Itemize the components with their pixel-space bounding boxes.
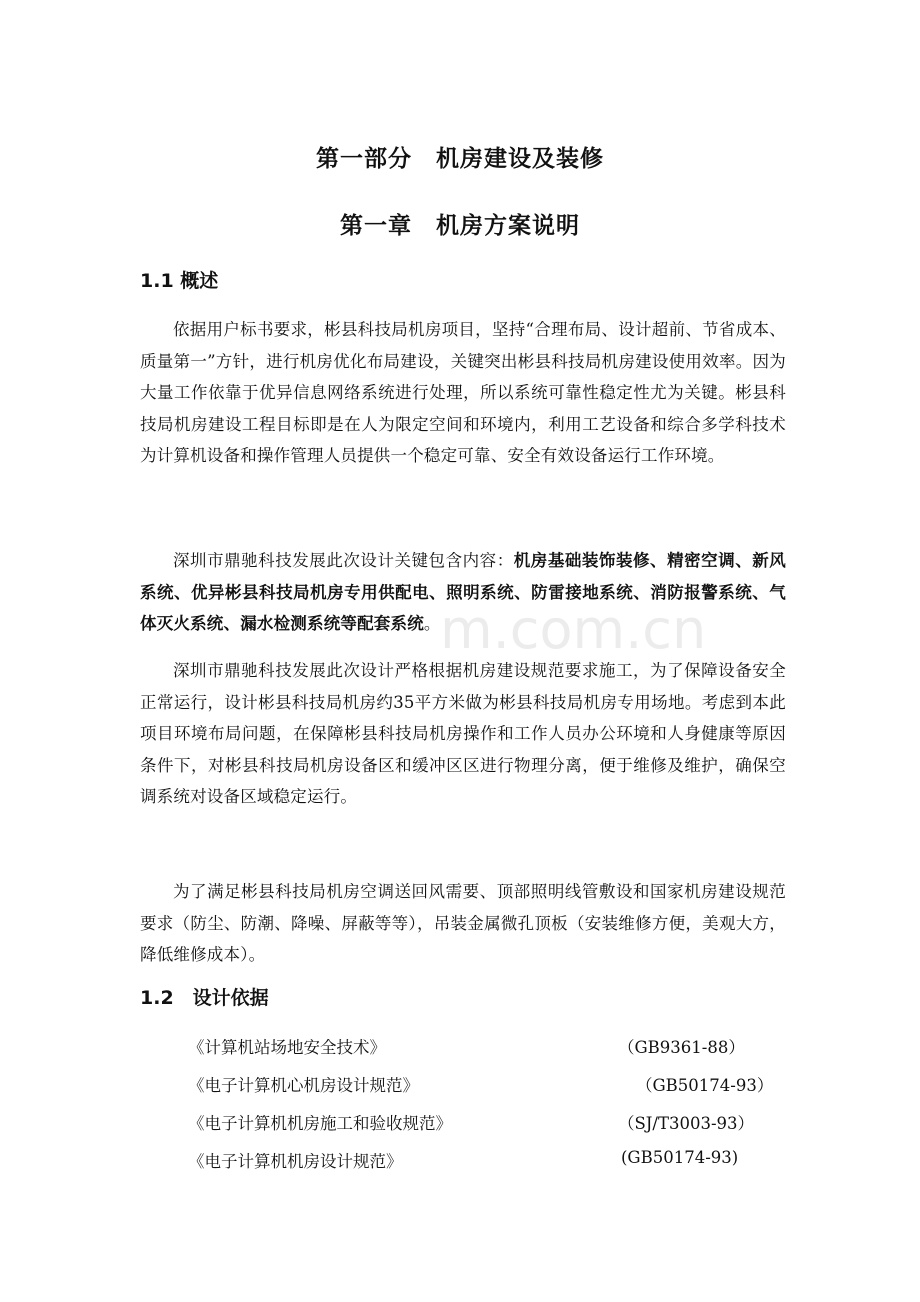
paragraph-end-punct: 。 [423,614,441,633]
paragraph-overview-2 [140,545,786,640]
reference-code: （GB9361-88） [618,1038,745,1057]
reference-name: 《计算机站场地安全技术》 [188,1038,386,1057]
reference-row [188,1072,788,1100]
reference-code: （GB50174-93） [636,1076,774,1095]
section-heading-overview: 1.1 概述 [140,270,219,292]
paragraph-overview-3: 深圳市鼎驰科技发展此次设计严格根据机房建设规范要求施工，为了保障设备安全正常运行，设计彬县科技局机房约35平方米做为彬县科技局机房专用场地。考虑到本此项目环境布局问题，在保障彬县科技局机房操作和工作人员办公环境和人身健康等原因条件下，对彬县科技局机房设备区和缓冲区区进行物理分离，便于维修及维护，确保空调系统对设备区域稳定运行。 [140,661,786,806]
paragraph-overview-4: 为了满足彬县科技局机房空调送回风需要、顶部照明线管敷设和国家机房建设规范要求（防尘、防潮、降噪、屏蔽等等），吊装金属微孔顶板（安装维修方便，美观大方，降低维修成本）。 [140,882,786,964]
part-title: 第一部分 机房建设及装修 [316,146,604,172]
section-heading-design-basis: 1.2 设计依据 [140,987,269,1009]
chapter-title: 第一章 机房方案说明 [340,213,580,239]
paragraph-bold-systems: 机房基础装饰装修、精密空调、新风系统、优异彬县科技局机房专用供配电、照明系统、防雷接地系统、消防报警系统、气体灭火系统、漏水检测系统等配套系统 [140,551,787,633]
reference-name: 《电子计算机机房施工和验收规范》 [188,1114,452,1133]
reference-code: （SJ/T3003-93） [618,1114,755,1133]
reference-row [188,1148,788,1176]
reference-row [188,1110,788,1138]
reference-name: 《电子计算机心机房设计规范》 [188,1076,419,1095]
reference-code: (GB50174-93) [621,1148,739,1167]
reference-row [188,1034,788,1062]
watermark: m.com.cn [440,598,707,661]
paragraph-lead-text: 深圳市鼎驰科技发展此次设计关键包含内容： [173,551,514,570]
paragraph-overview-1: 依据用户标书要求，彬县科技局机房项目，坚持“合理布局、设计超前、节省成本、质量第一”方针，进行机房优化布局建设，关键突出彬县科技局机房建设使用效率。因为大量工作依靠于优异信息网络系统进行处理，所以系统可靠性稳定性尤为关键。彬县科技局机房建设工程目标即是在人为限定空间和环境内，利用工艺设备和综合多学科技术为计算机设备和操作管理人员提供一个稳定可靠、安全有效设备运行工作环境。 [140,320,786,465]
reference-name: 《电子计算机机房设计规范》 [188,1152,403,1171]
